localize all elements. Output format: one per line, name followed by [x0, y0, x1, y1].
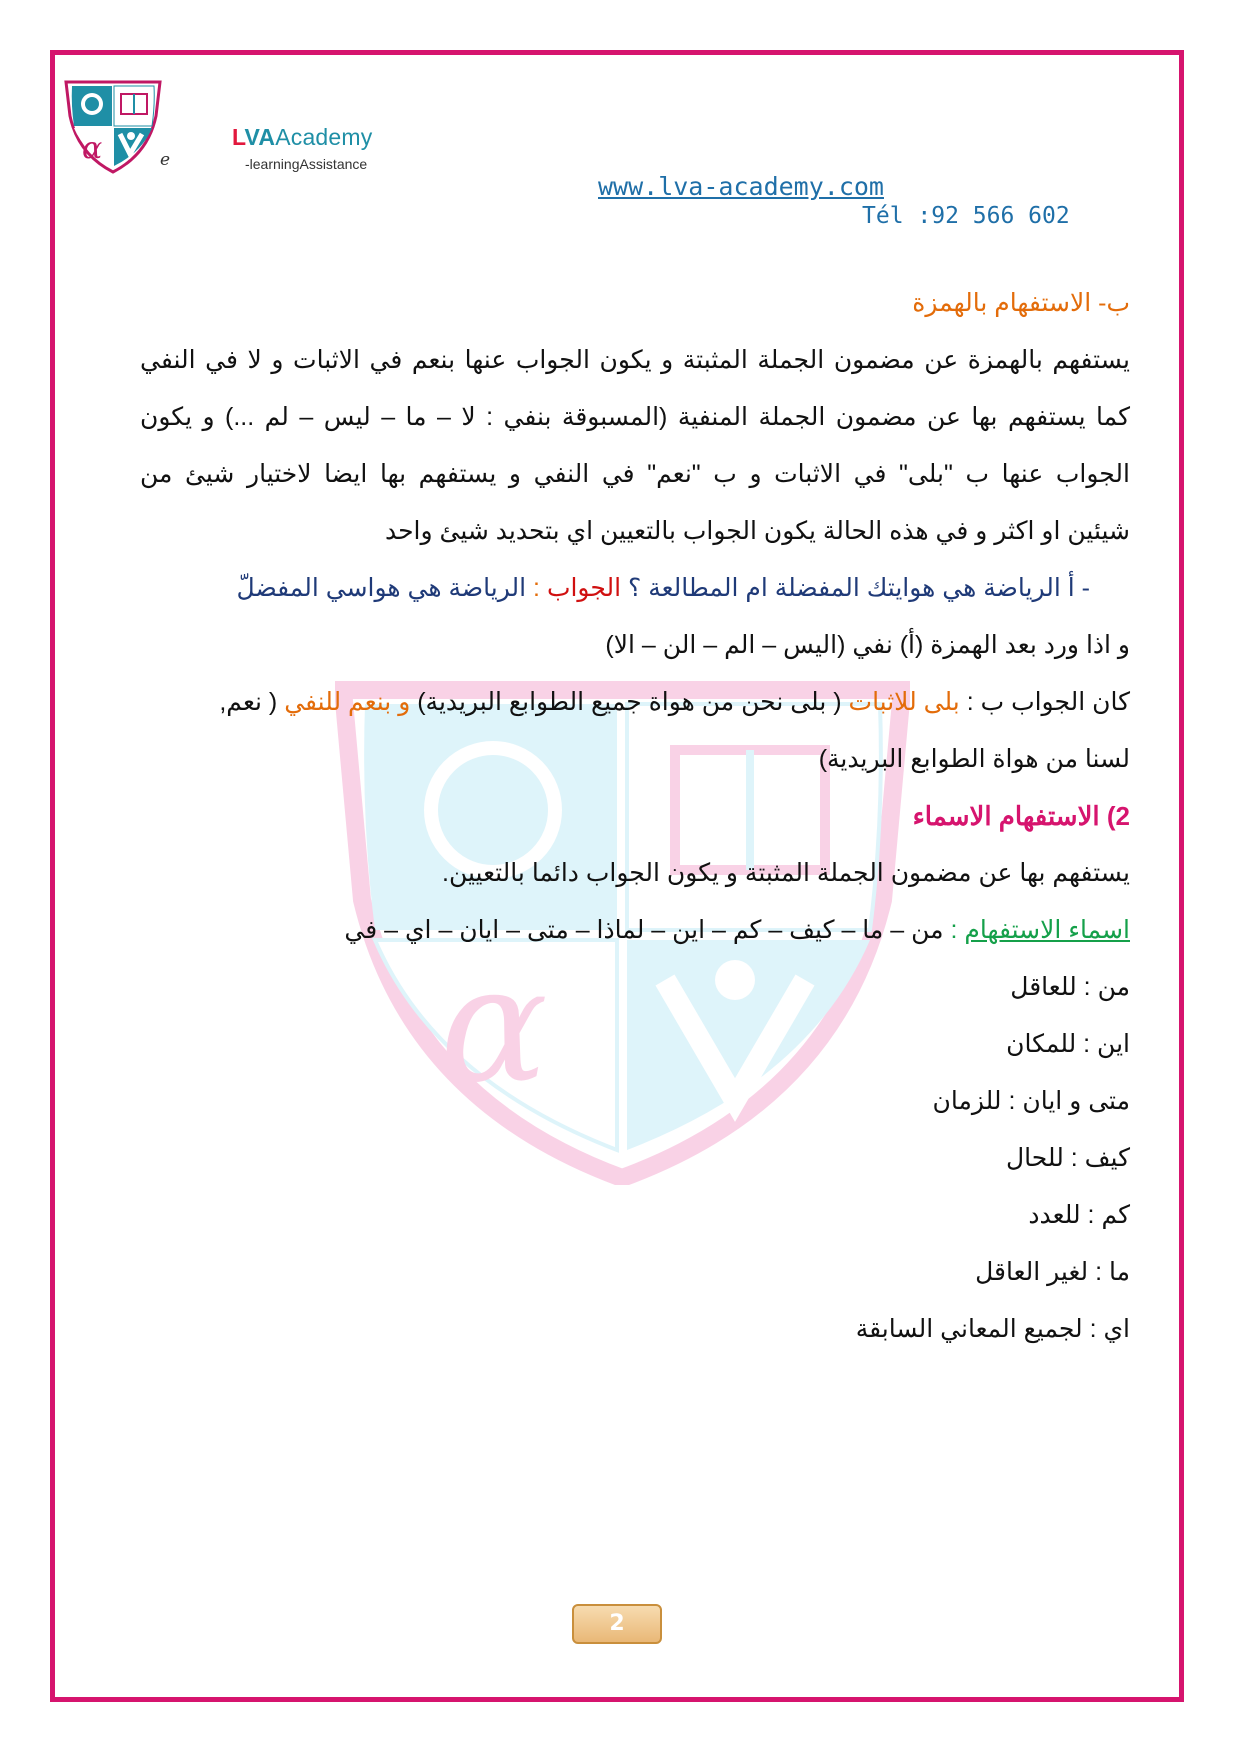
list-item: اي : لجميع المعاني السابقة	[855, 1315, 1130, 1343]
answer-rule-intro: كان الجواب ب :	[966, 688, 1130, 716]
page-number: 2	[572, 1604, 662, 1644]
telephone: Tél :92 566 602	[862, 203, 1070, 229]
answer-label: الجواب	[546, 574, 622, 602]
list-item: ما : لغير العاقل	[975, 1258, 1130, 1286]
answer-rule-line	[140, 674, 1130, 731]
names-list: من – ما – كيف – كم – اين – لماذا – متى – ايان – اي – في	[344, 916, 944, 944]
list-item: متى و ايان : للزمان	[932, 1087, 1130, 1115]
logo-e-mark: e	[160, 150, 171, 170]
svg-text:α: α	[82, 131, 103, 166]
naam-negative: و بنعم للنفي	[284, 688, 411, 716]
paragraph-line-2: كما يستفهم بها عن مضمون الجملة المنفية (المسبوقة بنفي : لا – ما – ليس – لم ...) و يكون	[140, 403, 1130, 431]
bala-example: ( بلى نحن من هواة جميع الطوابع البريدية)	[417, 688, 842, 716]
naam-example-start: ( نعم,	[219, 688, 278, 716]
section-2-title: 2) الاستفهام الاسماء	[912, 801, 1130, 831]
brand-letters-va: VA	[244, 124, 276, 150]
example-question: أ الرياضة هي هوايتك المفضلة ام المطالعة ؟	[628, 574, 1075, 602]
paragraph-line-4: شيئين او اكثر و في هذه الحالة يكون الجواب بالتعيين اي بتحديد شيئ واحد	[384, 517, 1130, 545]
bala-affirmative: بلى للاثبات	[848, 688, 960, 716]
example-line	[140, 560, 1130, 617]
answer-colon: :	[533, 574, 540, 602]
website-link[interactable]: www.lva-academy.com	[598, 172, 884, 201]
academy-logo	[58, 76, 171, 176]
list-item: من : للعاقل	[1010, 973, 1130, 1001]
list-item: اين : للمكان	[1006, 1030, 1130, 1058]
section-2-intro: يستفهم بها عن مضمون الجملة المثبتة و يكون الجواب دائما بالتعيين.	[442, 859, 1130, 887]
interrogative-names-line	[140, 902, 1130, 959]
list-item: كم : للعدد	[1028, 1201, 1130, 1229]
paragraph-line-3: الجواب عنها ب "بلى" في الاثبات و ب "نعم" في النفي و يستفهم بها ايضا لاختيار شيئ من	[140, 460, 1130, 488]
names-label: اسماء الاستفهام	[964, 916, 1130, 944]
brand-academy: Academy	[275, 124, 373, 150]
brand-name	[232, 124, 372, 151]
names-colon: :	[950, 916, 958, 944]
negation-line: و اذا ورد بعد الهمزة (أ) نفي (اليس – الم – الن – الا)	[605, 631, 1130, 659]
brand-letter-l: L	[232, 124, 245, 150]
brand-tagline: -learningAssistance	[245, 156, 368, 172]
section-b-title: ب- الاستفهام بالهمزة	[912, 289, 1130, 317]
answer-rule-line-2: لسنا من هواة الطوابع البريدية)	[818, 745, 1130, 773]
list-item: كيف : للحال	[1006, 1144, 1130, 1172]
document-body	[140, 275, 1130, 1358]
example-answer: الرياضة هي هواسي المفضلّ	[236, 574, 527, 602]
paragraph-line-1: يستفهم بالهمزة عن مضمون الجملة المثبتة و يكون الجواب عنها بنعم في الاثبات و لا في النفي	[140, 346, 1130, 374]
example-dash: -	[1081, 574, 1090, 602]
svg-text:α: α	[440, 931, 549, 1118]
